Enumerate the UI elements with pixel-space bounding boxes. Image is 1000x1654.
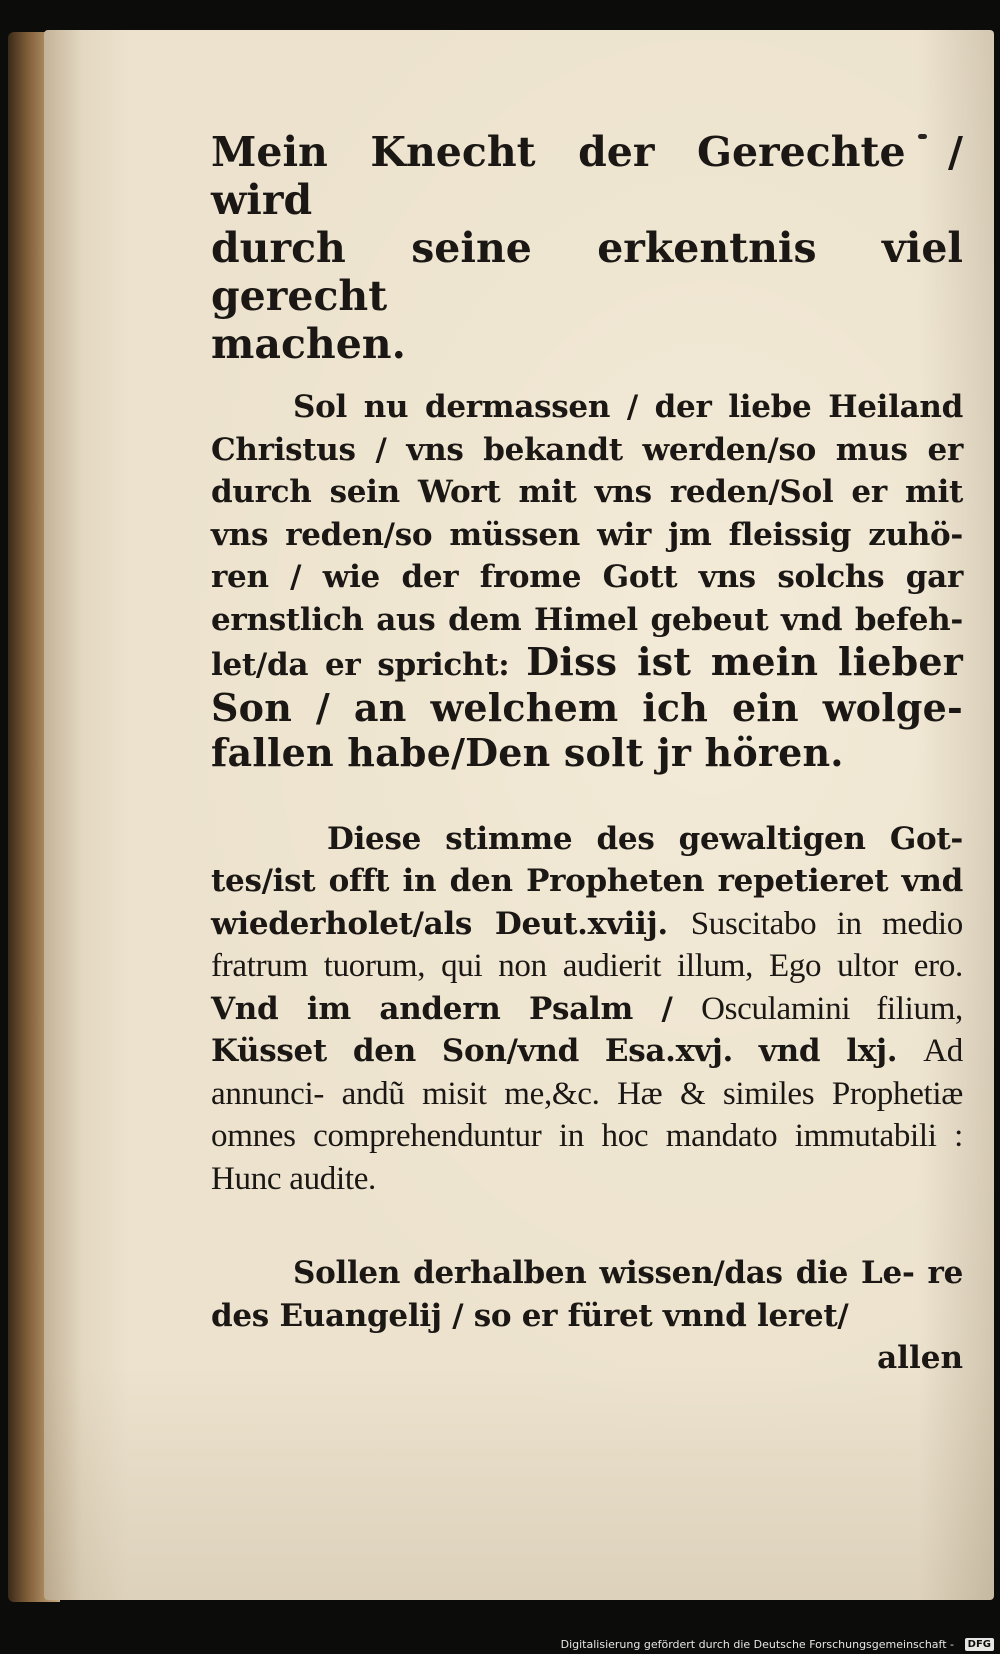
- paragraph-gap: [211, 778, 963, 818]
- page-heading: [211, 128, 963, 368]
- paragraph-3: [211, 1252, 963, 1337]
- paragraph-1: [211, 386, 963, 778]
- footer-credit: Digitalisierung gefördert durch die Deutsche Forschungsgemeinschaft -: [560, 1638, 954, 1651]
- paragraph-3-text: Sollen derhalben wissen/das die Le- re des Euangelij / so er füret vnnd leret/: [211, 1255, 963, 1334]
- paragraph-2-text-a: Diese stimme des gewaltigen Got- tes/ist offt in den Propheten repetieret vnd wiederholet/als Deut.xviij.: [211, 820, 963, 942]
- paragraph-1-emphasis: Diss ist mein lieber Son / an welchem ich ein wolge- fallen habe/Den solt jr hören.: [211, 639, 964, 775]
- paragraph-gap: [211, 1200, 963, 1252]
- paragraph-2-latin-b: Osculamini filium,: [701, 990, 964, 1027]
- paragraph-2: [211, 818, 963, 1201]
- heading-line-3: machen.: [211, 320, 406, 368]
- text-column: [211, 128, 963, 1379]
- heading-line-1: Mein Knecht der Gerechte / wird: [211, 128, 963, 224]
- paragraph-1-text: Sol nu dermassen / der liebe Heiland Christus / vns bekandt werden/so mus er durch sein Wort mit vns reden/Sol er mit vns reden/so müssen wir jm fleissig zuhö- ren / wie der frome Gott vns solchs gar ernstlich aus dem Himel gebeut vnd befeh- let/da er spricht:: [211, 389, 963, 683]
- catchword: allen: [877, 1340, 963, 1376]
- dfg-logo: DFG: [965, 1638, 994, 1651]
- paragraph-2-latin-c: Ad annunci- andũ misit me,&c. Hæ & similes Prophetiæ omnes comprehenduntur in hoc mandato immutabili : Hunc audite.: [211, 1033, 963, 1197]
- footer-bar: [0, 1632, 1000, 1654]
- paragraph-2-text-b: Vnd im andern Psalm /: [211, 990, 673, 1027]
- paragraph-2-text-c: Küsset den Son/vnd Esa.xvj. vnd lxj.: [211, 1033, 898, 1069]
- paragraph-2-latin-a: Suscitabo in medio fratrum tuorum, qui non audierit illum, Ego ultor ero.: [211, 905, 963, 984]
- heading-line-2: durch seine erkentnis viel gerecht: [211, 224, 963, 320]
